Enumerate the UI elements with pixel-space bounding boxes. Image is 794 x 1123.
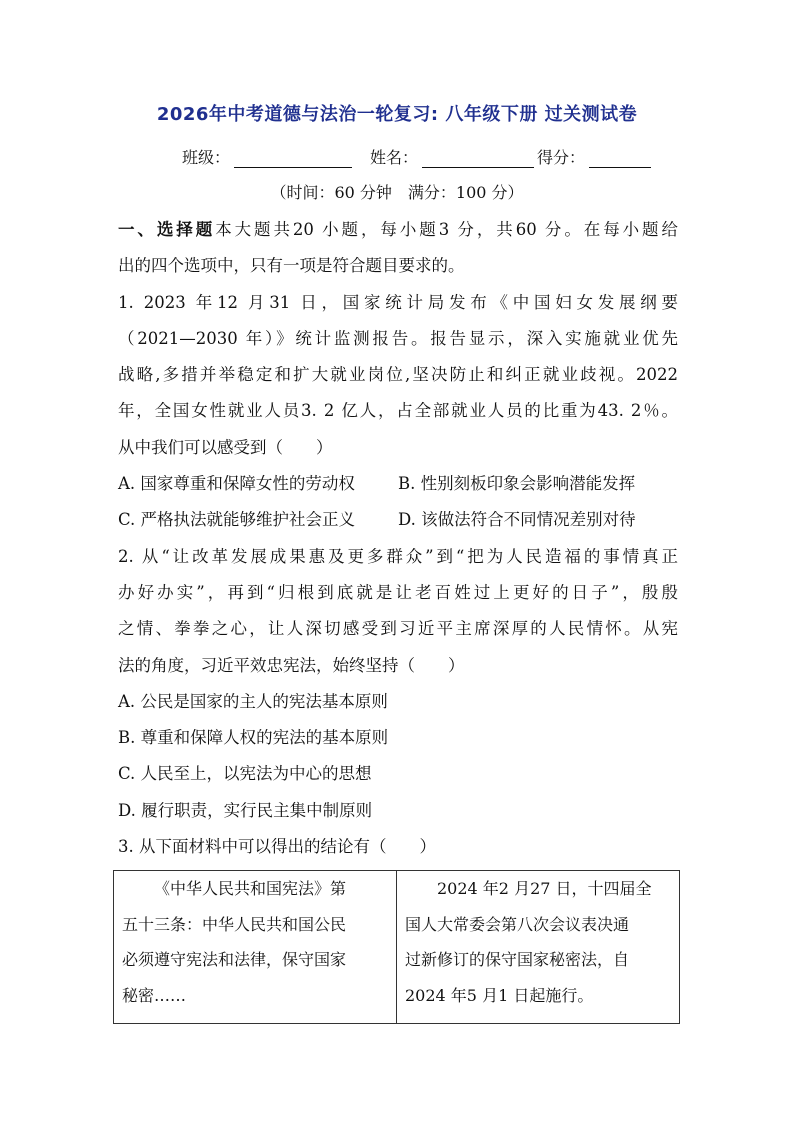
- section-heading: 一、选择题: [118, 220, 216, 239]
- material-right-line: 2024 年2 月27 日，十四届全: [437, 879, 652, 898]
- material-right-line: 国人大常委会第八次会议表决通: [405, 914, 630, 934]
- q2-option-c[interactable]: C. 人民至上，以宪法为中心的思想: [118, 764, 372, 784]
- document-title: 2026年中考道德与法治一轮复习: 八年级下册 过关测试卷: [156, 104, 638, 125]
- q2-stem-line: 办好办实”，再到“归根到底就是让老百姓过上更好的日子”，殷殷: [118, 582, 678, 602]
- q1-option-c[interactable]: C. 严格执法就能够维护社会正义: [118, 510, 356, 530]
- name-blank[interactable]: [422, 151, 534, 168]
- q2-stem-line: 之情、拳拳之心，让人深切感受到习近平主席深厚的人民情怀。从宪: [118, 619, 678, 639]
- q1-options-row: [118, 470, 678, 506]
- q1-stem-line: 1. 2023 年12 月31 日，国家统计局发布《中国妇女发展纲要: [118, 292, 678, 312]
- score-label: 得分：: [537, 148, 586, 167]
- material-right-cell: [397, 871, 680, 1024]
- question-content: [118, 216, 678, 869]
- q3-stem: 3. 从下面材料中可以得出的结论有（ ）: [118, 837, 436, 857]
- q2-option-b[interactable]: B. 尊重和保障人权的宪法的基本原则: [118, 728, 389, 748]
- instruction-text: 本大题共20 小题，每小题3 分，共60 分。在每小题给: [215, 220, 678, 239]
- material-right-line: 2024 年5 月1 日起施行。: [405, 985, 594, 1005]
- q1-option-b[interactable]: B. 性别刻板印象会影响潜能发挥: [398, 474, 636, 494]
- section-instruction-line: 出的四个选项中，只有一项是符合题目要求的。: [118, 256, 465, 276]
- name-label: 姓名：: [370, 148, 419, 167]
- name-field: [370, 145, 534, 168]
- material-left-cell: [114, 871, 397, 1024]
- material-left-line: 五十三条：中华人民共和国公民: [122, 914, 347, 934]
- q2-option-a[interactable]: A. 公民是国家的主人的宪法基本原则: [118, 691, 388, 711]
- q1-option-d[interactable]: D. 该做法符合不同情况差别对待: [398, 510, 636, 530]
- q1-stem-line: （2021—2030 年）》统计监测报告。报告显示，深入实施就业优先: [118, 328, 678, 348]
- class-field: [182, 145, 352, 168]
- student-info-row: [182, 145, 682, 169]
- class-label: 班级：: [182, 148, 231, 167]
- q3-material-table: [113, 870, 680, 1024]
- q1-option-a[interactable]: A. 国家尊重和保障女性的劳动权: [118, 474, 355, 494]
- material-left-line: 《中华人民共和国宪法》第: [154, 879, 347, 898]
- time-info: （时间：60 分钟 满分：100 分）: [270, 183, 524, 202]
- q1-stem-line: 从中我们可以感受到（ ）: [118, 437, 333, 457]
- score-blank[interactable]: [589, 151, 651, 168]
- table-row: [114, 871, 680, 1024]
- section-instruction-line: [118, 216, 678, 252]
- material-right-line: 过新修订的保守国家秘密法，自: [405, 950, 630, 969]
- score-field: [537, 145, 651, 168]
- class-blank[interactable]: [234, 151, 352, 168]
- material-left-line: 必须遵守宪法和法律，保守国家: [122, 950, 347, 969]
- q2-stem-line: 2. 从“让改革发展成果惠及更多群众”到“把为人民造福的事情真正: [118, 546, 678, 566]
- q2-option-d[interactable]: D. 履行职责，实行民主集中制原则: [118, 800, 373, 820]
- q1-stem-line: 年，全国女性就业人员3. 2 亿人，占全部就业人员的比重为43. 2％。: [118, 401, 678, 421]
- q2-stem-line: 法的角度，习近平效忠宪法，始终坚持（ ）: [118, 655, 465, 675]
- material-left-line: 秘密……: [122, 985, 187, 1005]
- q1-stem-line: 战略,多措并举稳定和扩大就业岗位,坚决防止和纠正就业歧视。2022: [118, 365, 678, 385]
- q1-options-row: [118, 506, 678, 542]
